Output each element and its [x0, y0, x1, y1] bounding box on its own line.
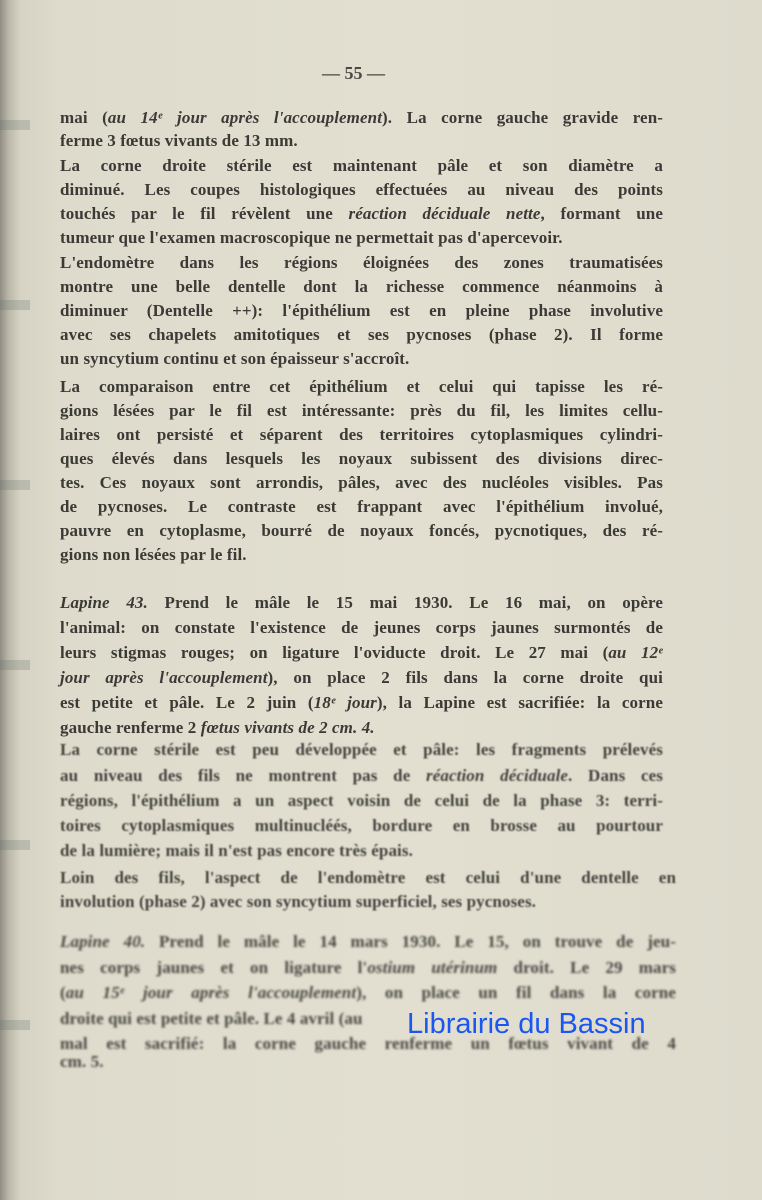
- italic-text: 18ᵉ jour: [313, 693, 377, 712]
- text-line: [60, 668, 663, 688]
- text-span: La comparaison entre cet épithélium et celui qui tapisse les ré-: [60, 377, 663, 396]
- text-span: (: [60, 983, 66, 1002]
- text-span: tes. Ces noyaux sont arrondis, pâles, avec des nucléoles visibles. Pas: [60, 473, 663, 492]
- text-span: gions non lésées par le fil.: [60, 545, 247, 564]
- text-span: est petite et pâle. Le 2 juin (: [60, 693, 314, 712]
- text-line: [60, 791, 663, 811]
- text-span: , formant une: [540, 204, 663, 223]
- italic-text: au 15ᵉ jour après l'accouplement: [65, 983, 357, 1002]
- page-gutter-shadow: [0, 0, 30, 1200]
- text-span: L'endomètre dans les régions éloignées des zones traumatisées: [60, 253, 663, 272]
- text-line: [60, 473, 663, 493]
- italic-text: ostium utérinum: [367, 958, 498, 977]
- text-span: laires ont persisté et séparent des territoires cytoplasmiques cylindri-: [60, 425, 663, 444]
- text-span: au niveau des fils ne montrent pas de: [60, 766, 427, 785]
- text-line: [60, 718, 663, 738]
- text-line: [60, 204, 663, 224]
- italic-text: Lapine 40.: [60, 932, 146, 951]
- text-span: ), la Lapine est sacrifiée: la corne: [376, 693, 664, 712]
- text-line: [60, 816, 663, 836]
- text-line: [60, 425, 663, 445]
- text-span: La corne stérile est peu développée et pâle: les fragments prélevés: [60, 740, 663, 759]
- text-line: [60, 277, 663, 297]
- text-span: toires cytoplasmiques multinucléés, bordure en brosse au pourtour: [60, 816, 663, 835]
- page-number: — 55 —: [322, 63, 385, 83]
- text-line: [60, 180, 663, 200]
- text-line: [60, 497, 663, 517]
- text-span: ), on place 2 fils dans la corne droite qui: [267, 668, 663, 687]
- text-span: de la lumière; mais il n'est pas encore très épais.: [60, 841, 413, 860]
- text-span: La corne droite stérile est maintenant pâle et son diamètre a: [60, 156, 663, 175]
- text-line: [60, 868, 676, 888]
- text-span: diminuer (Dentelle ++): l'épithélium est en pleine phase involutive: [60, 301, 663, 320]
- text-line: [60, 932, 676, 952]
- text-line: [60, 253, 663, 273]
- italic-text: réaction déciduale: [426, 766, 569, 785]
- text-span: mai (: [60, 108, 108, 127]
- text-line: [60, 521, 663, 541]
- text-line: [60, 108, 663, 128]
- text-line: [60, 1052, 676, 1072]
- text-line: [60, 449, 663, 469]
- text-span: droite qui est petite et pâle. Le 4 avril (au: [60, 1009, 363, 1028]
- text-span: mal est sacrifié: la corne gauche renferme un fœtus vivant de 4: [60, 1034, 676, 1053]
- text-span: un syncytium continu et son épaisseur s'accroît.: [60, 349, 410, 368]
- text-span: leurs stigmas rouges; on ligature l'oviducte droit. Le 27 mai (: [60, 643, 609, 662]
- text-line: [60, 301, 663, 321]
- text-span: nes corps jaunes et on ligature l': [60, 958, 368, 977]
- text-line: [60, 740, 663, 760]
- text-span: gauche renferme 2: [60, 718, 201, 737]
- italic-text: réaction déciduale nette: [348, 204, 541, 223]
- text-line: [60, 545, 663, 565]
- text-line: [60, 693, 663, 713]
- text-span: ). La corne gauche gravide ren-: [382, 108, 664, 127]
- italic-text: au 12ᵉ: [608, 643, 663, 662]
- text-span: ques élevés dans lesquels les noyaux subissent des divisions direc-: [60, 449, 663, 468]
- text-line: [60, 377, 663, 397]
- text-span: involution (phase 2) avec son syncytium superficiel, ses pycnoses.: [60, 892, 537, 911]
- text-line: [60, 228, 663, 248]
- text-span: touchés par le fil révèlent une: [60, 204, 349, 223]
- text-line: [60, 401, 663, 421]
- text-span: cm. 5.: [60, 1052, 104, 1071]
- text-span: de pycnoses. Le contraste est frappant avec l'épithélium involué,: [60, 497, 663, 516]
- text-span: . Dans ces: [568, 766, 663, 785]
- text-line: [60, 892, 676, 912]
- text-line: [60, 958, 676, 978]
- text-span: Prend le mâle le 14 mars 1930. Le 15, on trouve de jeu-: [145, 932, 676, 951]
- text-span: montre une belle dentelle dont la richesse commence néanmoins à: [60, 277, 663, 296]
- italic-text: au 14ᵉ jour après l'accouplement: [107, 108, 383, 127]
- italic-text: jour après l'accouplement: [60, 668, 268, 687]
- text-span: tumeur que l'examen macroscopique ne permettait pas d'apercevoir.: [60, 228, 563, 247]
- text-span: régions, l'épithélium a un aspect voisin de celui de la phase 3: terri-: [60, 791, 663, 810]
- text-line: [60, 131, 663, 151]
- text-span: Prend le mâle le 15 mai 1930. Le 16 mai, on opère: [147, 593, 663, 612]
- text-line: [60, 349, 663, 369]
- italic-text: fœtus vivants de 2 cm. 4.: [200, 718, 375, 737]
- text-line: [60, 766, 663, 786]
- watermark: Librairie du Bassin: [407, 1008, 646, 1040]
- text-line: [60, 983, 676, 1003]
- text-line: [60, 841, 663, 861]
- text-span: avec ses chapelets amitotiques et ses pycnoses (phase 2). Il forme: [60, 325, 663, 344]
- text-line: [60, 325, 663, 345]
- text-span: droit. Le 29 mars: [497, 958, 676, 977]
- text-span: Loin des fils, l'aspect de l'endomètre est celui d'une dentelle en: [60, 868, 676, 887]
- text-line: [60, 156, 663, 176]
- text-span: diminué. Les coupes histologiques effectuées au niveau des points: [60, 180, 663, 199]
- text-line: [60, 593, 663, 613]
- text-line: [60, 643, 663, 663]
- text-span: pauvre en cytoplasme, bourré de noyaux foncés, pycnotiques, des ré-: [60, 521, 663, 540]
- text-span: ferme 3 fœtus vivants de 13 mm.: [60, 131, 298, 150]
- text-span: l'animal: on constate l'existence de jeunes corps jaunes surmontés de: [60, 618, 663, 637]
- text-span: ), on place un fil dans la corne: [356, 983, 676, 1002]
- text-line: [60, 618, 663, 638]
- italic-text: Lapine 43.: [60, 593, 148, 612]
- text-span: gions lésées par le fil est intéressante: près du fil, les limites cellu-: [60, 401, 663, 420]
